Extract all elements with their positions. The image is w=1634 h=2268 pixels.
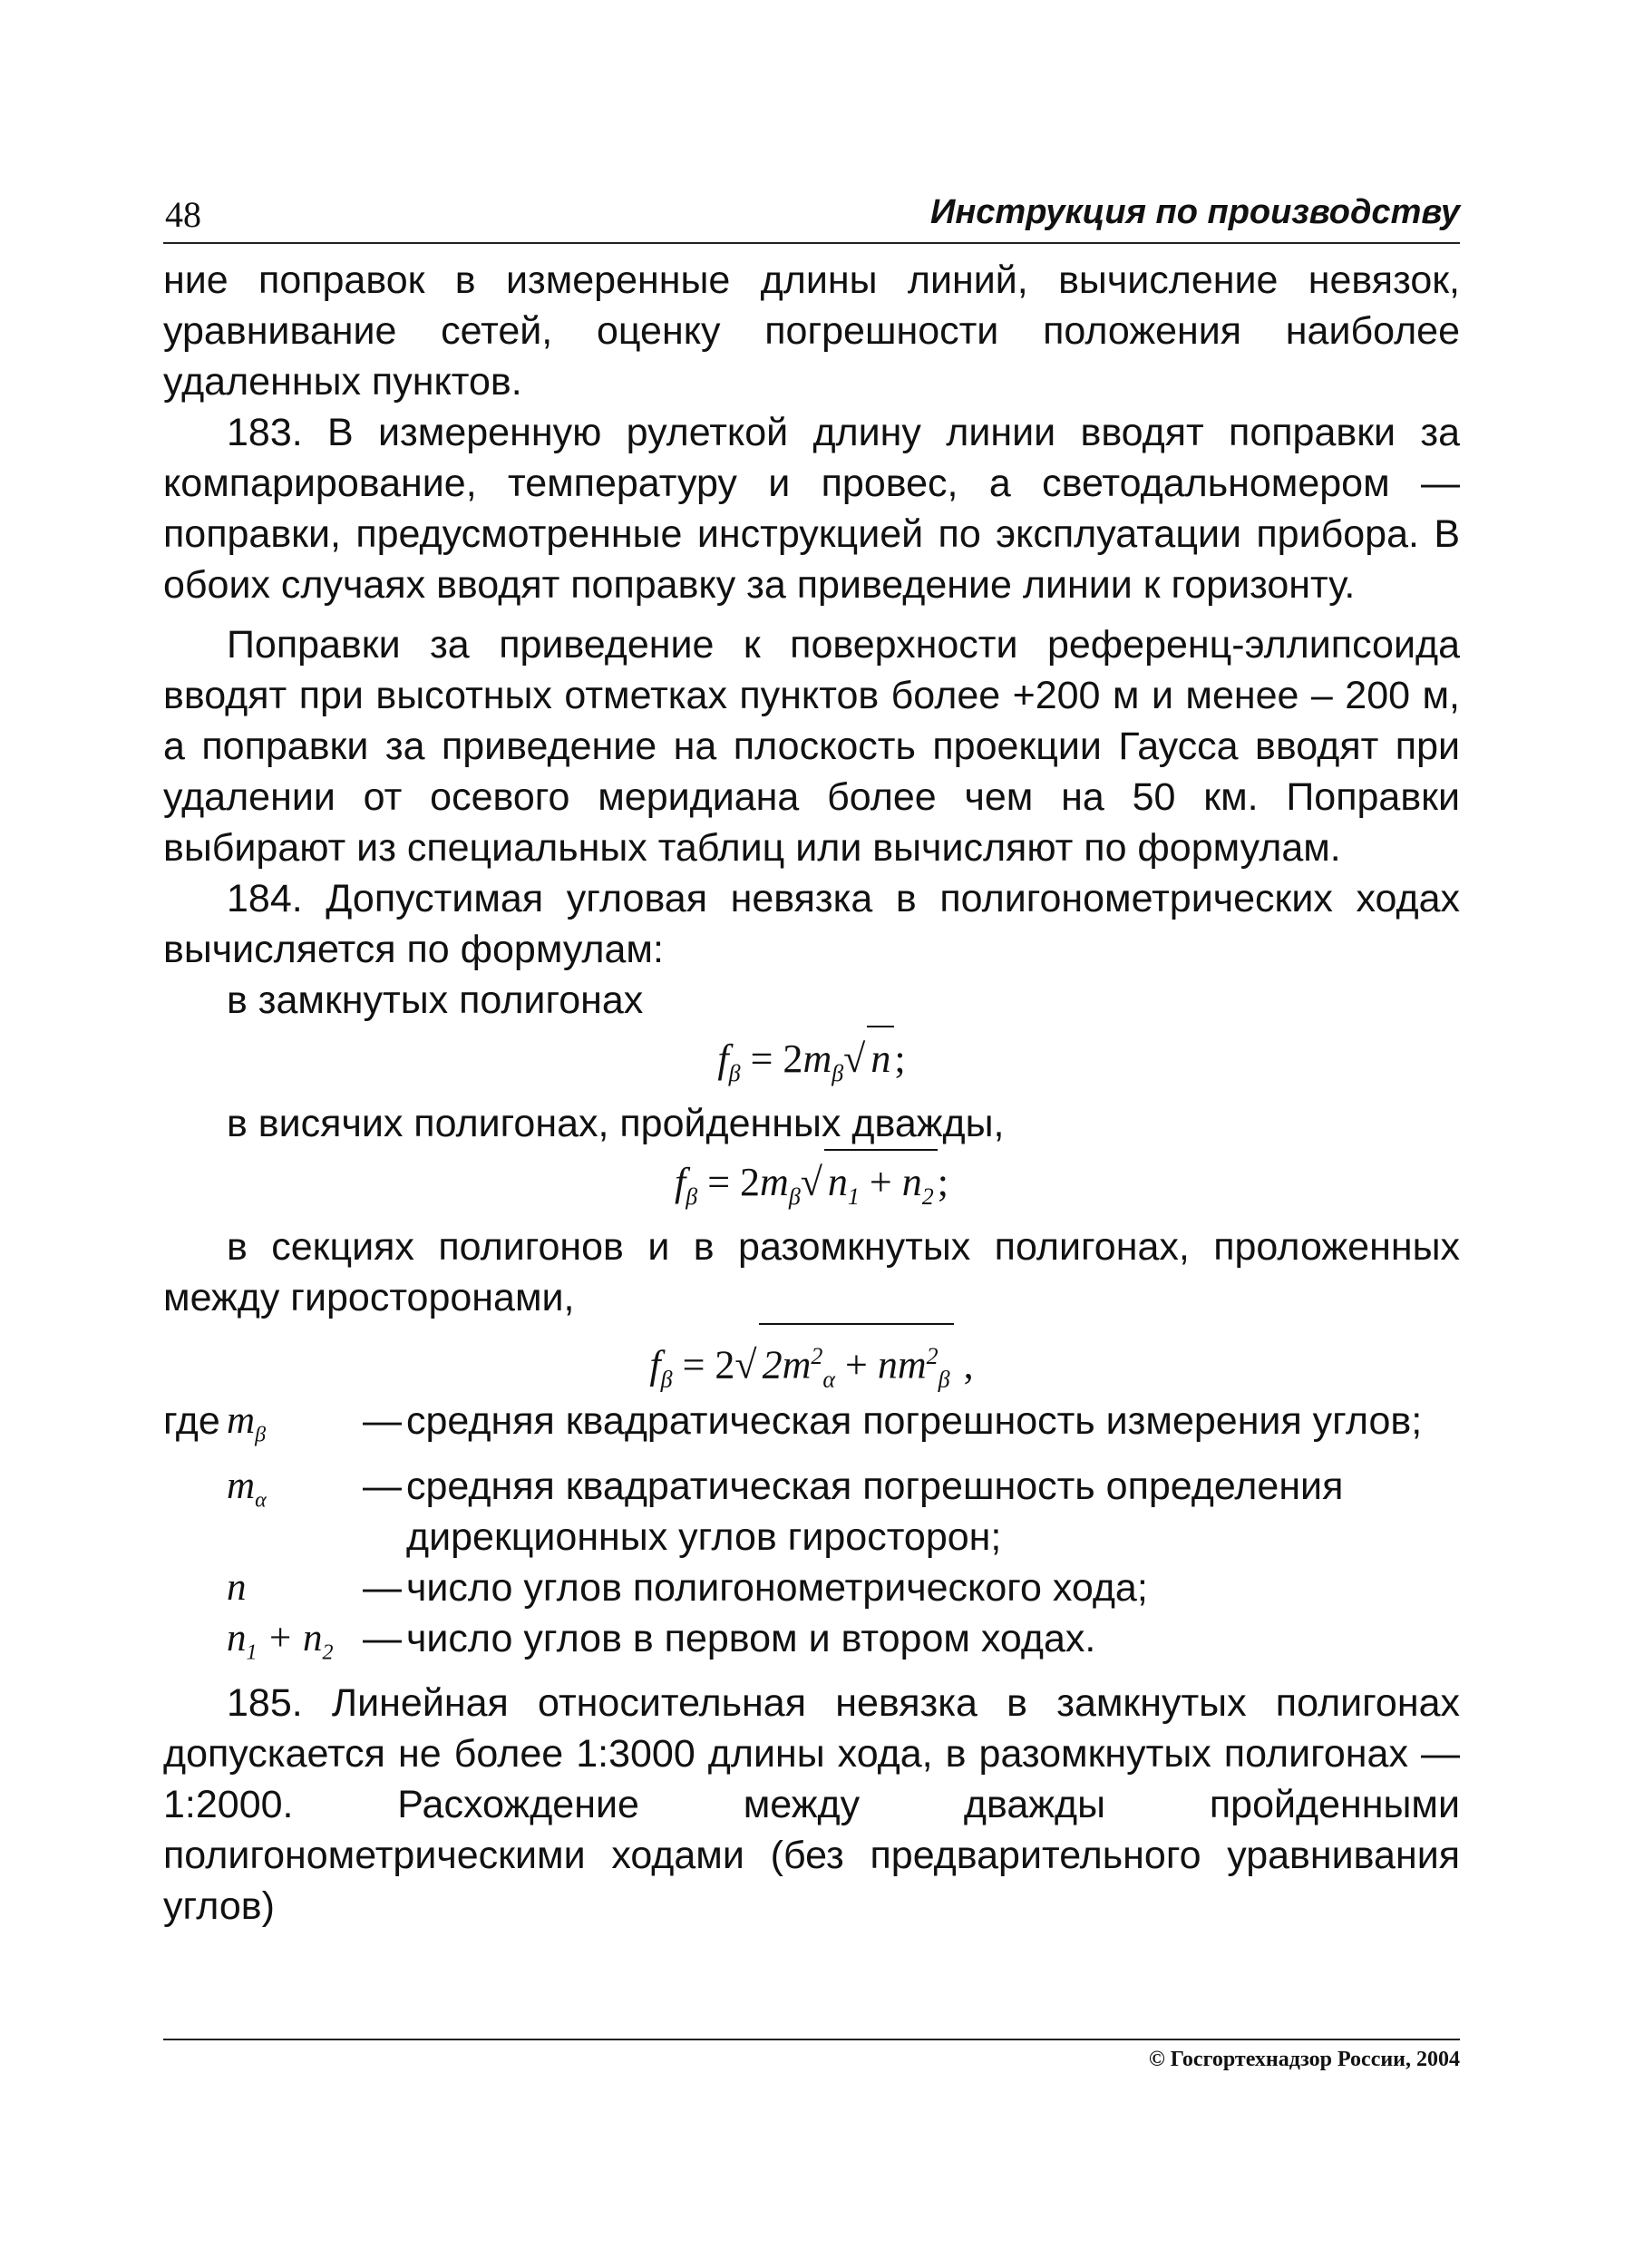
paragraph-continuation: ние поправок в измеренные длины линий, вычисление невязок, уравнивание сетей, оценку погрешности положения наиболее удаленных пунктов. — [163, 258, 1460, 404]
definition-row — [163, 1396, 1460, 1461]
definition-row — [163, 1613, 1460, 1679]
page-footer — [163, 2039, 1460, 2072]
paragraph-184: 184. Допустимая угловая невязка в полигонометрических ходах вычисляется по формулам: — [163, 877, 1460, 971]
dash: — — [363, 1565, 402, 1610]
symbol: $n_1 + n_2$ — [227, 1616, 334, 1665]
body-text — [163, 255, 1460, 1932]
label-hanging-polygons: в висячих полигонах, пройденных дважды, — [227, 1102, 1005, 1145]
radicand: $2m^2_\alpha + nm^2_\beta$ — [759, 1323, 954, 1411]
definition-text: средняя квадратическая погрешность измерения углов; — [406, 1399, 1423, 1443]
paragraph-185: 185. Линейная относительная невязка в замкнутых полигонах допускается не более 1:3000 длины хода, в разомкнутых полигонах — 1:2000. Расхождение между дважды пройденными полигонометрическими ходами (без предварительного уравнивания углов) — [163, 1681, 1460, 1929]
definition-row — [163, 1562, 1460, 1613]
radicand: n — [867, 1026, 894, 1091]
definition-text: число углов полигонометрического хода; — [406, 1565, 1148, 1610]
definition-row — [163, 1461, 1460, 1562]
radicand: $n_1 + n_2$ — [824, 1149, 938, 1229]
page-header — [163, 186, 1460, 244]
formula-hanging-polygons: $f_\beta = 2m_\beta√$ $n_1 + n_2$; — [163, 1149, 1460, 1222]
definition-text: число углов в первом и втором ходах. — [406, 1616, 1096, 1660]
running-title: Инструкция по производству — [929, 193, 1460, 231]
label-open-polygons: в секциях полигонов и в разомкнутых полигонах, проложенных между гиросторонами, — [163, 1225, 1460, 1319]
dash: — — [363, 1399, 402, 1443]
formula-closed-polygons: $f_\beta = 2m_\beta√$ n; — [163, 1026, 1460, 1098]
symbol: $m_\alpha$ — [227, 1464, 267, 1513]
dash: — — [363, 1464, 402, 1508]
paragraph-corrections: Поправки за приведение к поверхности референц-эллипсоида вводят при высотных отметках пунктов более +200 м и менее – 200 м, а поправки за приведение на плоскость проекции Гаусса вводят при удалении от осевого меридиана более чем на 50 км. Поправки выбирают из специальных таблиц или вычисляют по формулам. — [163, 623, 1460, 870]
definition-text: средняя квадратическая погрешность определения дирекционных углов гиросторон; — [406, 1464, 1344, 1559]
symbol: $m_\beta$ — [227, 1399, 267, 1447]
copyright: © Госгортехнадзор России, 2004 — [1148, 2048, 1460, 2071]
label-closed-polygons: в замкнутых полигонах — [227, 978, 644, 1022]
dash: — — [363, 1616, 402, 1660]
symbol-definitions — [163, 1396, 1460, 1678]
where-label: где — [163, 1399, 220, 1443]
page — [163, 186, 1460, 1932]
symbol: n — [227, 1565, 247, 1609]
formula-open-polygons: $f_\beta = 2√$ $2m^2_\alpha + nm^2_\beta$ , — [163, 1323, 1460, 1396]
page-number: 48 — [165, 194, 201, 235]
paragraph-183: 183. В измеренную рулеткой длину линии вводят поправки за компарирование, температуру и провес, а светодальномером — поправки, предусмотренные инструкцией по эксплуатации прибора. В обоих случаях вводят поправку за приведение линии к горизонту. — [163, 411, 1460, 607]
